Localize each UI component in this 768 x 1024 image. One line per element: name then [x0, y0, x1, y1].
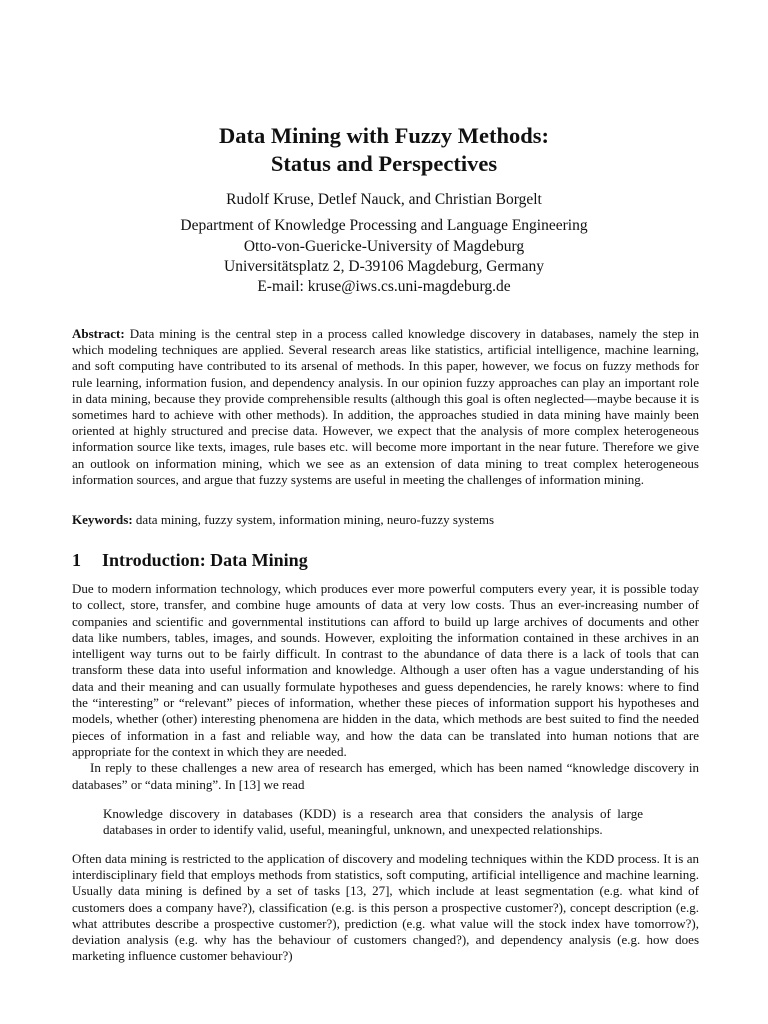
abstract: [72, 326, 699, 488]
keywords: [72, 512, 699, 528]
paragraph-1: Due to modern information technology, which produces ever more powerful computers every year, it is possible today to collect, store, transfer, and combine huge amounts of data at very low costs. Thus an ever-increasing number of companies and scientific and governmental institutions can afford to build up large archives of documents and other data like numbers, tables, images, and sounds. However, exploiting the information contained in these archives in an intelligent way turns out to be fairly difficult. In contrast to the abundance of data there is a lack of tools that can transform these data into useful information and knowledge. Although a user often has a vague understanding of his data and their meaning and can usually formulate hypotheses and guess dependencies, he rarely knows: where to find the “interesting” or “relevant” pieces of information, whether these pieces of information support his hypotheses and models, whether (other) interesting phenomena are hidden in the data, which methods are best suited to find the needed pieces of information in a fast and reliable way, and how the data can be translated into human notions that are appropriate for the context in which they are needed.: [72, 581, 699, 759]
abstract-text: Data mining is the central step in a process called knowledge discovery in databases, namely the step in which modeling techniques are applied. Several research areas like statistics, artificial intelligence, machine learning, and soft computing have contributed to its arsenal of methods. In this paper, however, we focus on fuzzy methods for rule learning, information fusion, and dependency analysis. In our opinion fuzzy approaches can play an important role in data mining, because they provide comprehensible results (although this goal is often neglected—maybe because it is sometimes hard to achieve with other methods). In addition, the approaches studied in data mining have mainly been oriented at highly structured and precise data. However, we expect that the analysis of more complex heterogeneous information source like texts, images, rule bases etc. will become more important in the near future. Therefore we give an outlook on information mining, which we see as an extension of data mining to treat complex heterogeneous information sources, and argue that fuzzy systems are useful in meeting the challenges of information mining.: [72, 326, 699, 487]
email: E-mail: kruse@iws.cs.uni-magdeburg.de: [257, 278, 511, 295]
section-heading: [72, 548, 699, 572]
paragraph-3: Often data mining is restricted to the application of discovery and modeling techniques within the KDD process. It is an interdisciplinary field that employs methods from statistics, soft computing, artificial intelligence and machine learning. Usually data mining is defined by a set of tasks [13, 27], which include at least segmentation (e.g. what kind of customers does a company have?), classification (e.g. is this person a prospective customer?), concept description (e.g. what attributes describe a prospective customer?), prediction (e.g. what value will the stock index have tomorrow?), deviation analysis (e.g. why has the behaviour of customers changed?), and dependency analysis (e.g. how does marketing influence customer behaviour?): [72, 851, 699, 964]
affiliation: [0, 216, 768, 278]
kdd-quote: Knowledge discovery in databases (KDD) is a research area that considers the analysis of large databases in order to identify valid, useful, meaningful, unknown, and unexpected relationships.: [103, 806, 643, 838]
paper-title: [0, 122, 768, 178]
affiliation-line-1: Department of Knowledge Processing and Language Engineering: [180, 217, 588, 234]
keywords-text: data mining, fuzzy system, information mining, neuro-fuzzy systems: [135, 512, 495, 527]
authors: Rudolf Kruse, Detlef Nauck, and Christian Borgelt: [226, 191, 542, 208]
paragraph-2: In reply to these challenges a new area of research has emerged, which has been named “knowledge discovery in databases” or “data mining”. In [13] we read: [72, 760, 699, 792]
abstract-label: Abstract:: [72, 326, 125, 341]
affiliation-line-3: Universitätsplatz 2, D-39106 Magdeburg, Germany: [224, 258, 544, 275]
section-title: Introduction: Data Mining: [102, 550, 308, 570]
title-line-1: Data Mining with Fuzzy Methods:: [219, 123, 549, 148]
keywords-label: Keywords:: [72, 512, 133, 527]
intro-body: [72, 581, 699, 793]
title-line-2: Status and Perspectives: [270, 151, 498, 176]
section-number: 1: [72, 550, 81, 570]
affiliation-line-2: Otto-von-Guericke-University of Magdeburg: [243, 237, 525, 255]
